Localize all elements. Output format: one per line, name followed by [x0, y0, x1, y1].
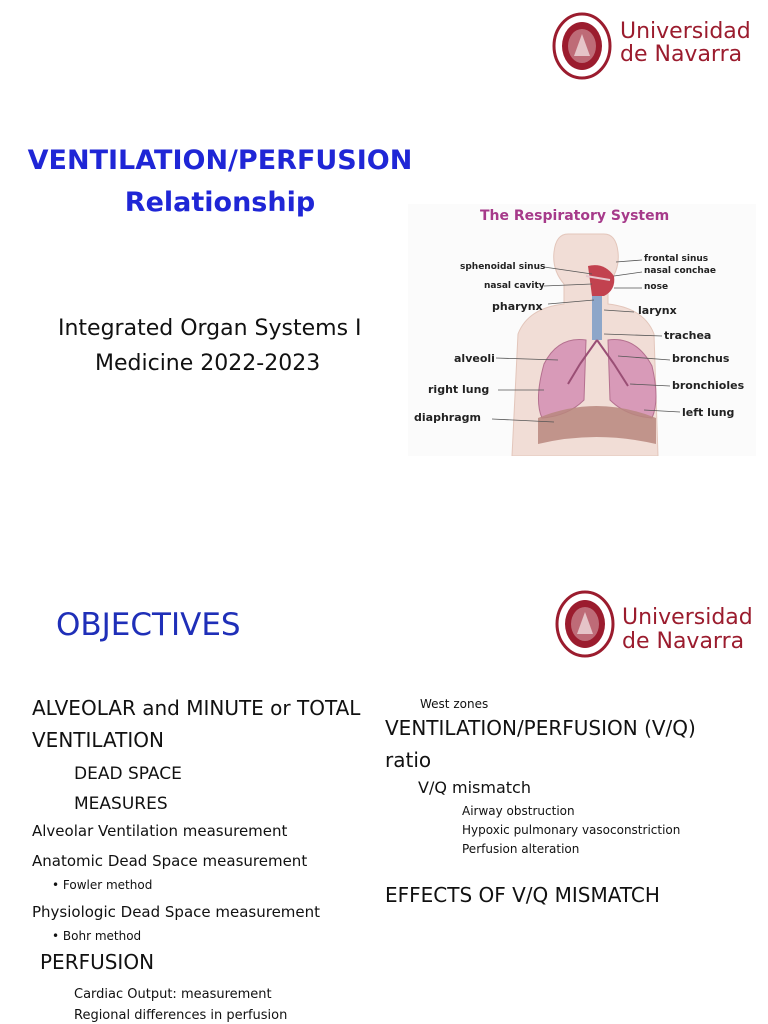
airway-obstruction-item: Airway obstruction: [462, 804, 575, 818]
respiratory-diagram: [408, 204, 756, 456]
logo-line-2: de Navarra: [622, 629, 745, 654]
logo-line-1: Universidad: [622, 605, 753, 630]
label-right-lung: right lung: [428, 383, 490, 396]
vq-mismatch-item: V/Q mismatch: [418, 778, 531, 797]
regional-differences-item: Regional differences in perfusion: [74, 1008, 288, 1023]
label-nasal-conchae: nasal conchae: [644, 266, 716, 276]
logo-line-1: Universidad: [620, 19, 751, 44]
course-year: Medicine 2022-2023: [95, 351, 321, 376]
alveolar-heading-line-1: ALVEOLAR and MINUTE or TOTAL: [32, 696, 361, 720]
perfusion-alteration-item: Perfusion alteration: [462, 842, 580, 856]
label-sphenoidal-sinus: sphenoidal sinus: [460, 262, 546, 272]
label-pharynx: pharynx: [492, 300, 543, 313]
slide-title-line-2: Relationship: [124, 187, 316, 218]
vq-heading-line-1: VENTILATION/PERFUSION (V/Q): [385, 716, 696, 740]
alveolar-heading-line-2: VENTILATION: [32, 728, 164, 752]
fowler-method-item: • Fowler method: [52, 878, 153, 892]
course-name: Integrated Organ Systems I: [58, 316, 362, 341]
label-diaphragm: diaphragm: [414, 411, 481, 424]
diagram-title: The Respiratory System: [480, 208, 670, 224]
slide-title-line-1: VENTILATION/PERFUSION: [27, 145, 413, 176]
anatomic-dead-space-item: Anatomic Dead Space measurement: [32, 852, 308, 870]
objectives-title: OBJECTIVES: [56, 607, 241, 643]
label-frontal-sinus: frontal sinus: [644, 254, 709, 264]
label-bronchioles: bronchioles: [672, 379, 745, 392]
effects-heading: EFFECTS OF V/Q MISMATCH: [385, 883, 660, 907]
label-bronchus: bronchus: [672, 352, 730, 365]
label-left-lung: left lung: [682, 406, 735, 419]
measures-item: MEASURES: [74, 794, 168, 814]
objectives-slide: [0, 512, 768, 1024]
logo-line-2: de Navarra: [620, 42, 743, 67]
bohr-method-item: • Bohr method: [52, 929, 142, 943]
vq-heading-line-2: ratio: [385, 748, 432, 772]
dead-space-item: DEAD SPACE: [74, 764, 182, 784]
label-alveoli: alveoli: [454, 352, 495, 365]
university-seal-icon: [555, 590, 615, 658]
physiologic-dead-space-item: Physiologic Dead Space measurement: [32, 903, 321, 921]
hypoxic-vasoconstriction-item: Hypoxic pulmonary vasoconstriction: [462, 823, 681, 837]
perfusion-heading: PERFUSION: [40, 950, 155, 974]
university-seal-icon: [552, 12, 612, 80]
label-larynx: larynx: [638, 304, 677, 317]
alveolar-ventilation-item: Alveolar Ventilation measurement: [32, 822, 288, 840]
label-trachea: trachea: [664, 329, 712, 342]
label-nose: nose: [644, 282, 669, 292]
west-zones-item: West zones: [420, 697, 489, 711]
label-nasal-cavity: nasal cavity: [484, 281, 545, 291]
cardiac-output-item: Cardiac Output: measurement: [74, 987, 272, 1002]
